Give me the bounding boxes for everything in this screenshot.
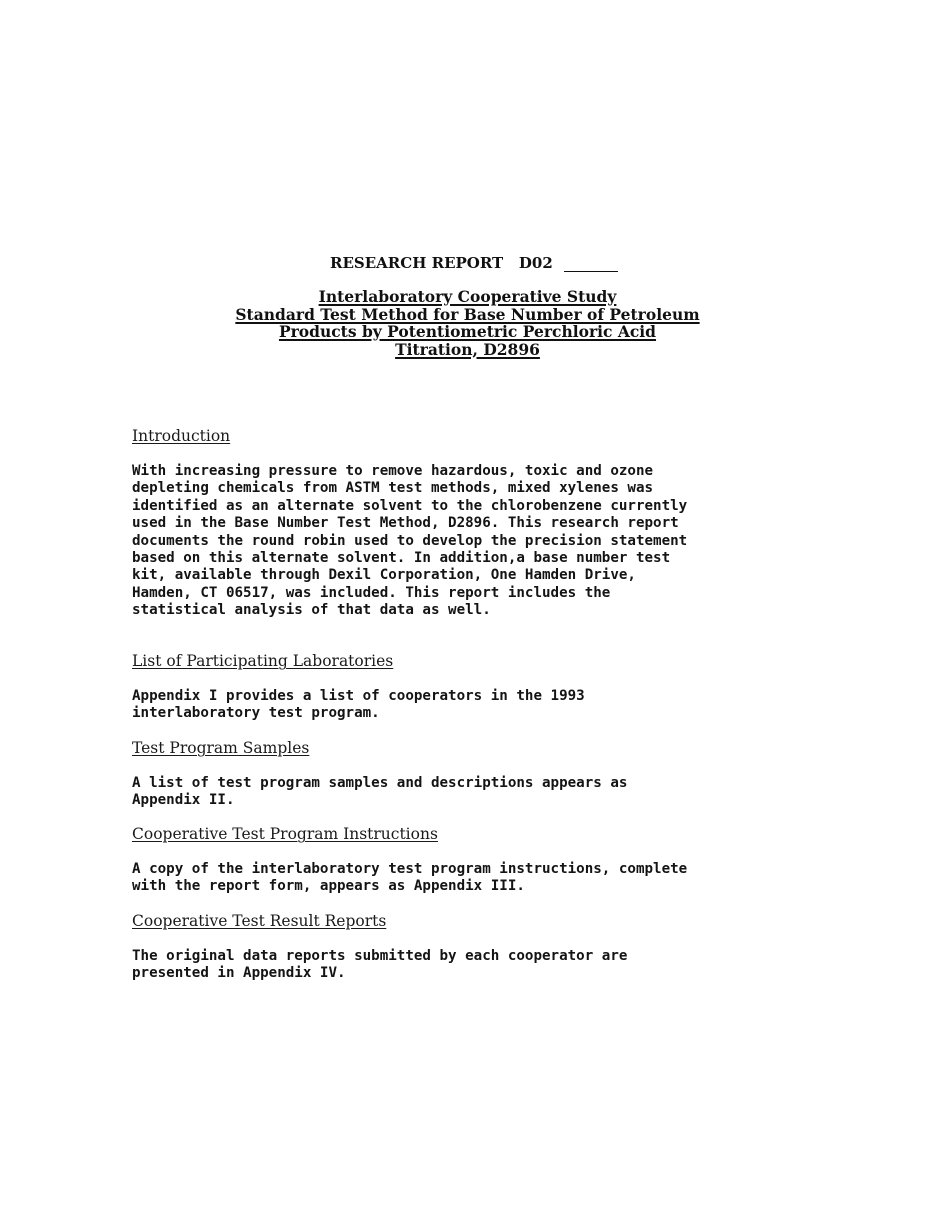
title-line: Titration, D2896 (395, 339, 540, 359)
title-line: Products by Potentiometric Perchloric Acid (278, 322, 657, 341)
report-id-number: D02 (518, 254, 553, 272)
instructions-body: A copy of the interlaboratory test program instructions, complete with the report form, appears as Appendix III. (132, 861, 688, 895)
report-title (200, 288, 735, 358)
results-heading: Cooperative Test Result Reports (132, 912, 387, 930)
samples-heading: Test Program Samples (132, 739, 310, 757)
laboratories-body: Appendix I provides a list of cooperators in the 1993 interlaboratory test program. (132, 688, 585, 722)
instructions-heading: Cooperative Test Program Instructions (132, 825, 438, 843)
title-line: Interlaboratory Cooperative Study (318, 287, 617, 306)
report-id (330, 254, 618, 272)
report-id-label: RESEARCH REPORT (330, 254, 504, 272)
report-number-blank (564, 257, 618, 272)
samples-body: A list of test program samples and descriptions appears as Appendix II. (132, 775, 628, 809)
introduction-heading: Introduction (132, 427, 231, 445)
laboratories-heading: List of Participating Laboratories (132, 652, 394, 670)
title-line: Standard Test Method for Base Number of Petroleum (235, 304, 700, 324)
results-body: The original data reports submitted by each cooperator are presented in Appendix IV. (132, 948, 628, 982)
introduction-body: With increasing pressure to remove hazardous, toxic and ozone depleting chemicals from ASTM test methods, mixed xylenes was identified as an alternate solvent to the chlorobenzene currently used in the Base Number Test Method, D2896. This research report documents the round robin used to develop the precision statement based on this alternate solvent. In addition,a base number test kit, available through Dexil Corporation, One Hamden Drive, Hamden, CT 06517, was included. This report includes the statistical analysis of that data as well. (132, 463, 688, 619)
